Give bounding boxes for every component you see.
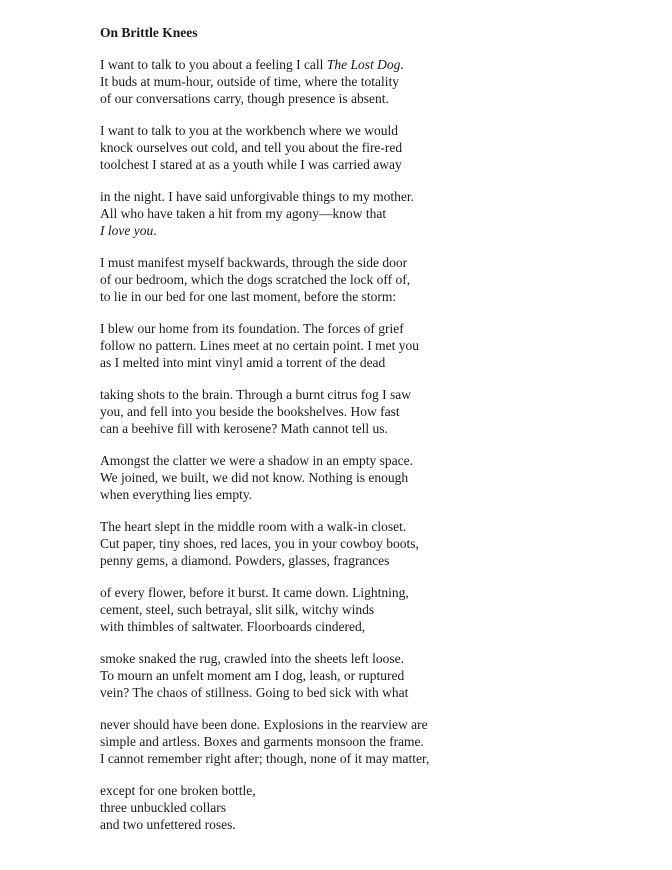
- line-text: of our bedroom, which the dogs scratched the lock off of,: [100, 272, 411, 287]
- stanza: [100, 122, 640, 173]
- line-text: and two unfettered roses.: [100, 817, 236, 832]
- line-text: To mourn an unfelt moment am I dog, leash, or ruptured: [100, 668, 405, 683]
- stanza: [100, 518, 640, 569]
- line-text: to lie in our bed for one last moment, before the storm:: [100, 289, 397, 304]
- line-text: you, and fell into you beside the bookshelves. How fast: [100, 404, 400, 419]
- poem-line: [100, 156, 640, 173]
- line-text: toolchest I stared at as a youth while I was carried away: [100, 157, 402, 172]
- line-text: can a beehive fill with kerosene? Math cannot tell us.: [100, 421, 388, 436]
- poem-line: [100, 667, 640, 684]
- poem-line: [100, 320, 640, 337]
- stanza: [100, 716, 640, 767]
- line-text: simple and artless. Boxes and garments monsoon the frame.: [100, 734, 424, 749]
- line-text: penny gems, a diamond. Powders, glasses, fragrances: [100, 553, 390, 568]
- poem-line: [100, 288, 640, 305]
- stanza: [100, 782, 640, 833]
- poem-line: [100, 799, 640, 816]
- poem-line: [100, 122, 640, 139]
- poem-line: [100, 469, 640, 486]
- line-text: in the night. I have said unforgivable things to my mother.: [100, 189, 414, 204]
- poem-line: [100, 56, 640, 73]
- stanza: [100, 56, 640, 107]
- line-text: of our conversations carry, though presence is absent.: [100, 91, 389, 106]
- poem-line: [100, 552, 640, 569]
- poem-line: [100, 73, 640, 90]
- stanza: [100, 650, 640, 701]
- line-text: All who have taken a hit from my agony—know that: [100, 206, 387, 221]
- poem-line: [100, 584, 640, 601]
- poem-line: [100, 486, 640, 503]
- line-text: I blew our home from its foundation. The forces of grief: [100, 321, 404, 336]
- line-text: I must manifest myself backwards, through the side door: [100, 255, 408, 270]
- line-text: The heart slept in the middle room with a walk-in closet.: [100, 519, 407, 534]
- poem-line: [100, 386, 640, 403]
- line-trailing-text: .: [400, 57, 404, 72]
- poem-line: [100, 271, 640, 288]
- poem-line: [100, 420, 640, 437]
- line-text: cement, steel, such betrayal, slit silk, witchy winds: [100, 602, 375, 617]
- poem-line: [100, 733, 640, 750]
- poem-line: [100, 205, 640, 222]
- line-text: It buds at mum-hour, outside of time, where the totality: [100, 74, 400, 89]
- poem-line: [100, 750, 640, 767]
- line-text: smoke snaked the rug, crawled into the sheets left loose.: [100, 651, 405, 666]
- poem-page: [100, 24, 640, 848]
- poem-line: [100, 354, 640, 371]
- stanza: [100, 320, 640, 371]
- line-text: as I melted into mint vinyl amid a torrent of the dead: [100, 355, 386, 370]
- stanza: [100, 452, 640, 503]
- line-text: three unbuckled collars: [100, 800, 226, 815]
- poem-line: [100, 222, 640, 239]
- poem-line: [100, 716, 640, 733]
- stanza: [100, 386, 640, 437]
- line-text: knock ourselves out cold, and tell you about the fire-red: [100, 140, 403, 155]
- poem-line: [100, 337, 640, 354]
- stanza: [100, 584, 640, 635]
- poem-line: [100, 618, 640, 635]
- poem-line: [100, 403, 640, 420]
- poem-body: [100, 56, 640, 833]
- line-text: taking shots to the brain. Through a burnt citrus fog I saw: [100, 387, 411, 402]
- poem-line: [100, 518, 640, 535]
- poem-line: [100, 816, 640, 833]
- line-text: when everything lies empty.: [100, 487, 253, 502]
- poem-line: [100, 782, 640, 799]
- line-text: I cannot remember right after; though, none of it may matter,: [100, 751, 430, 766]
- stanza: [100, 254, 640, 305]
- line-text: Amongst the clatter we were a shadow in an empty space.: [100, 453, 414, 468]
- poem-line: [100, 535, 640, 552]
- poem-line: [100, 684, 640, 701]
- poem-line: [100, 452, 640, 469]
- line-trailing-text: .: [153, 223, 157, 238]
- line-italic-text: The Lost Dog: [326, 57, 401, 72]
- line-text: of every flower, before it burst. It came down. Lightning,: [100, 585, 409, 600]
- line-text: We joined, we built, we did not know. Nothing is enough: [100, 470, 409, 485]
- line-italic-text: I love you: [100, 223, 154, 238]
- poem-line: [100, 650, 640, 667]
- line-text: never should have been done. Explosions in the rearview are: [100, 717, 428, 732]
- line-text: I want to talk to you about a feeling I call: [100, 57, 327, 72]
- line-text: vein? The chaos of stillness. Going to bed sick with what: [100, 685, 409, 700]
- poem-title: On Brittle Knees: [100, 25, 198, 40]
- line-text: I want to talk to you at the workbench where we would: [100, 123, 399, 138]
- stanza: [100, 188, 640, 239]
- poem-line: [100, 90, 640, 107]
- poem-line: [100, 188, 640, 205]
- poem-line: [100, 254, 640, 271]
- line-text: except for one broken bottle,: [100, 783, 256, 798]
- poem-line: [100, 139, 640, 156]
- line-text: with thimbles of saltwater. Floorboards cindered,: [100, 619, 366, 634]
- line-text: follow no pattern. Lines meet at no certain point. I met you: [100, 338, 420, 353]
- line-text: Cut paper, tiny shoes, red laces, you in your cowboy boots,: [100, 536, 419, 551]
- poem-line: [100, 601, 640, 618]
